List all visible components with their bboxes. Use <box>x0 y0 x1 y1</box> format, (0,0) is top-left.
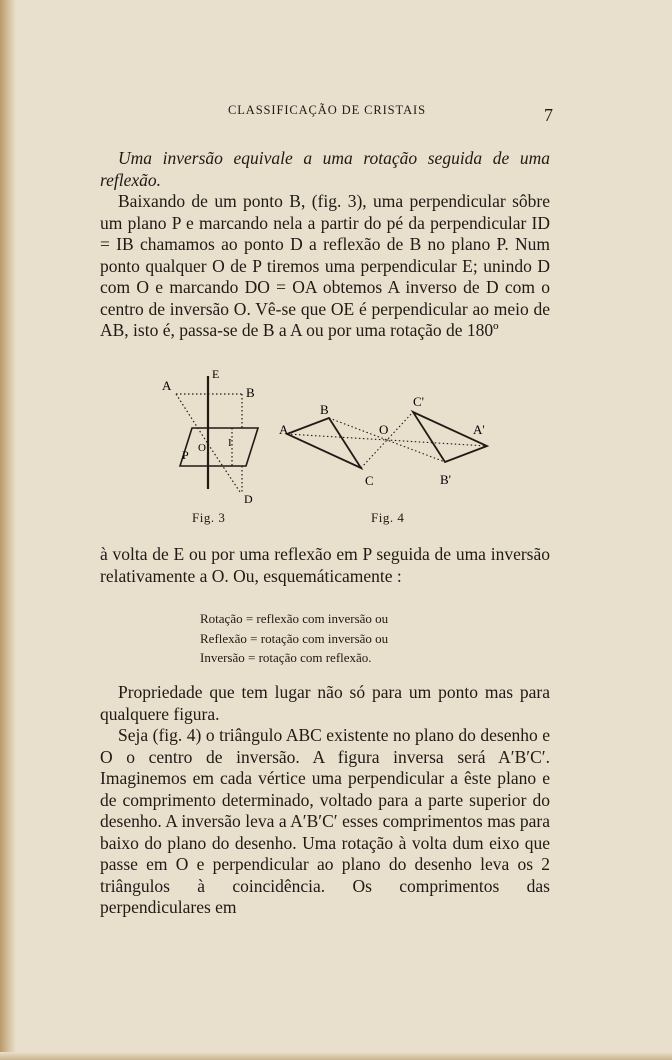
formula-line: Rotação = reflexão com inversão ou <box>200 611 389 626</box>
label-a: A <box>162 378 172 393</box>
text-block-top <box>100 148 550 342</box>
label-c: C <box>365 473 374 488</box>
figure-4-caption: Fig. 4 <box>371 510 405 525</box>
label-c-prime: C' <box>413 394 425 409</box>
formula-list <box>200 609 388 668</box>
line-o-d <box>208 444 240 492</box>
triangle-a2b2c2 <box>413 412 487 462</box>
label-b: B <box>320 402 329 417</box>
label-i: I <box>228 437 232 449</box>
figure-3-caption: Fig. 3 <box>192 510 226 525</box>
label-b: B <box>246 385 255 400</box>
page-bottom-edge <box>0 1052 672 1060</box>
label-e: E <box>212 367 220 381</box>
running-title: CLASSIFICAÇÃO DE CRISTAIS <box>228 103 426 117</box>
text-block-bottom <box>100 682 550 919</box>
figure-3-diagram <box>158 366 273 506</box>
label-p: P <box>182 448 189 462</box>
label-d: D <box>244 492 253 506</box>
figure-4-diagram <box>277 394 499 490</box>
paragraph: Propriedade que tem lugar não só para um ponto mas para qualquere figura. <box>100 682 550 724</box>
label-a: A <box>279 422 289 437</box>
label-o: O <box>379 422 389 437</box>
page-header <box>0 103 672 125</box>
book-spine-shadow <box>0 0 16 1060</box>
text-block-middle <box>100 544 550 587</box>
formula-line: Inversão = rotação com reflexão. <box>200 650 372 665</box>
label-o: O <box>198 442 206 454</box>
label-b-prime: B' <box>440 472 452 487</box>
plane-p-shape <box>180 428 258 466</box>
paragraph: à volta de E ou por uma reflexão em P seguida de uma inversão relativamente a O. Ou, esquemáticamente : <box>100 544 550 586</box>
line-a-o <box>176 394 208 444</box>
paragraph: Seja (fig. 4) o triângulo ABC existente no plano do desenho e O o centro de inversão. A figura inversa será A′B′C′. Imaginemos em cada vértice uma perpendicular a êste plano e de comprimento determinado, voltado para a parte superior do desenho. A inversão leva a A′B′C′ esses comprimentos mas para baixo do plano do desenho. Uma rotação à volta dum eixo que passe em O e perpendicular ao plano do desenho leva os 2 triângulos à coincidência. Os comprimentos das perpendiculares em <box>100 725 550 917</box>
label-a-prime: A' <box>473 422 485 437</box>
page-number: 7 <box>544 105 553 125</box>
formula-line: Reflexão = rotação com inversão ou <box>200 630 389 646</box>
triangle-abc <box>287 418 361 468</box>
paragraph: Baixando de um ponto B, (fig. 3), uma perpendicular sôbre um plano P e marcando nela a partir do pé da perpendicular ID = IB chamamos ao ponto D a reflexão de B no plano P. Num ponto qualquer O de P tiremos uma perpendicular E; unindo D com O e marcando DO = OA obtemos A inverso de D com o centro de inversão O. Vê-se que OE é perpendicular ao meio de AB, isto é, passa-se de B a A ou por uma rotação de 180º <box>100 191 550 340</box>
theorem-statement: Uma inversão equivale a uma rotação seguida de uma reflexão. <box>100 148 550 190</box>
